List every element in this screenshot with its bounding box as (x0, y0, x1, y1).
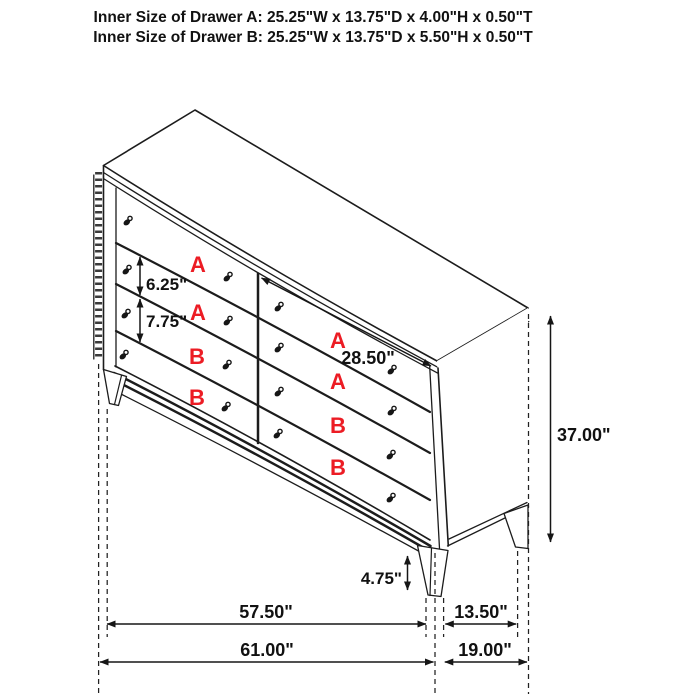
dimension-overall-depth (445, 640, 527, 662)
knob-icon (122, 216, 132, 226)
knob-icon (385, 493, 395, 503)
dimension-overall-height (551, 316, 611, 542)
drawer-label-left-4: B (189, 385, 205, 410)
knob-icon (118, 350, 128, 360)
knob-icon (272, 429, 282, 439)
dimension-label: 37.00" (557, 425, 611, 445)
dimension-leg-height (361, 556, 408, 590)
drawer-label-left-3: B (189, 344, 205, 369)
knob-icon (222, 316, 232, 326)
knob-icon (386, 406, 396, 416)
drawer-label-right-4: B (330, 455, 346, 480)
dimension-drawer-a-height (140, 257, 187, 295)
knob-icon (273, 302, 283, 312)
drawer-label-left-1: A (190, 252, 206, 277)
right-side-panel (437, 308, 529, 694)
dimension-overall-width (100, 640, 434, 662)
knob-icon (385, 450, 395, 460)
knob-icon (273, 387, 283, 397)
right-stile-inner-edge (430, 367, 440, 549)
drawer-label-right-1: A (330, 328, 346, 353)
knob-icon (120, 309, 130, 319)
dimension-label: 7.75" (146, 312, 188, 331)
bottom-rail-molding-1 (114, 373, 431, 546)
dresser-top (104, 110, 529, 376)
knob-icon (273, 343, 283, 353)
knob-icon (221, 360, 231, 370)
drawer-b-spec-text: Inner Size of Drawer B: 25.25"W x 13.75"D x 5.50"H x 0.50"T (93, 29, 533, 46)
drawer-a-spec-text: Inner Size of Drawer A: 25.25"W x 13.75"D x 4.00"H x 0.50"T (93, 9, 533, 26)
dimension-label: 28.50" (341, 348, 395, 368)
dimension-side-leg-span (445, 602, 516, 624)
dimension-label: 57.50" (239, 602, 293, 622)
dimension-label: 4.75" (360, 569, 402, 588)
drawer-label-right-3: B (330, 413, 346, 438)
knob-icon (121, 265, 131, 275)
dimension-label: 61.00" (240, 640, 294, 660)
drawer-label-right-2: A (330, 369, 346, 394)
dimension-drawer-b-height (140, 299, 187, 342)
dimension-label: 19.00" (458, 640, 512, 660)
knob-icon (222, 272, 232, 282)
knob-icon (220, 402, 230, 412)
front-right-leg (418, 546, 449, 597)
dimension-front-leg-span (107, 602, 426, 624)
dimension-label: 13.50" (454, 602, 508, 622)
bottom-rail-molding-2 (113, 380, 431, 553)
drawer-label-left-2: A (190, 300, 206, 325)
dimension-label: 6.25" (146, 275, 188, 294)
drawer-bottom-edge (115, 366, 430, 540)
